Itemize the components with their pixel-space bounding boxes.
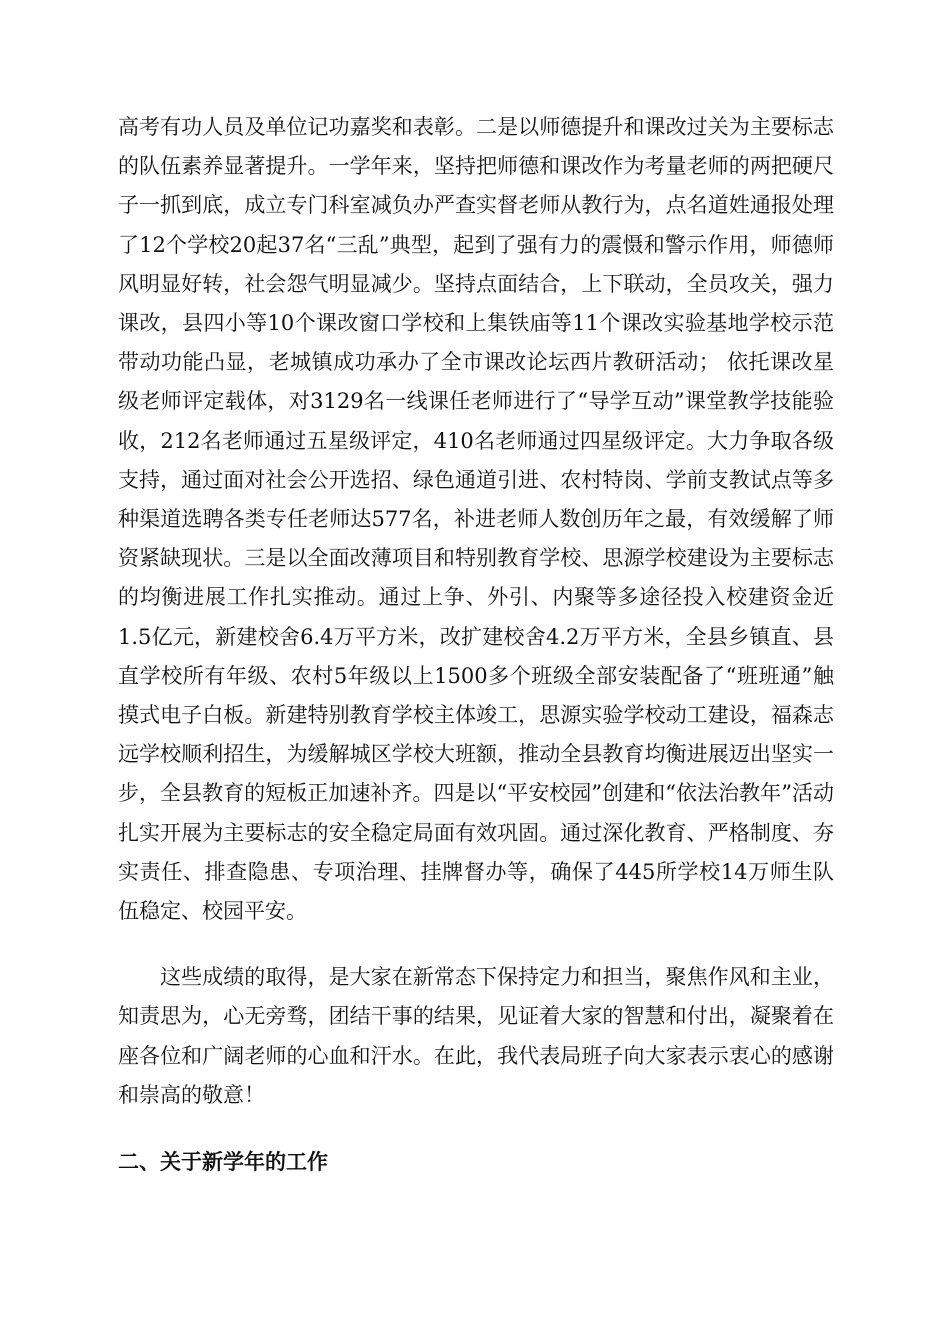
section-heading: 二、关于新学年的工作 (118, 1149, 328, 1175)
body-paragraph-2: 这些成绩的取得，是大家在新常态下保持定力和担当，聚焦作风和主业，知责思为，心无旁骛，团结干事的结果，见证着大家的智慧和付出，凝聚着在座各位和广阔老师的心血和汗水。在此，我代表局班子向大家表示衷心的感谢和崇高的敬意！ (118, 965, 834, 1107)
body-paragraph-1: 高考有功人员及单位记功嘉奖和表彰。二是以师德提升和课改过关为主要标志的队伍素养显著提升。一学年来，坚持把师德和课改作为考量老师的两把硬尺子一抓到底，成立专门科室减负办严查实督老师从教行为，点名道姓通报处理了12个学校20起37名“三乱”典型，起到了强有力的震慑和警示作用，师德师风明显好转，社会怨气明显减少。坚持点面结合，上下联动，全员攻关，强力课改，县四小等10个课改窗口学校和上集铁庙等11个课改实验基地学校示范带动功能凸显，老城镇成功承办了全市课改论坛西片教研活动； 依托课改星级老师评定载体，对3129名一线课任老师进行了“导学互动”课堂教学技能验收，212名老师通过五星级评定，410名老师通过四星级评定。大力争取各级支持，通过面对社会公开选招、绿色通道引进、农村特岗、学前支教试点等多种渠道选聘各类专任老师达577名，补进老师人数创历年之最，有效缓解了师资紧缺现状。三是以全面改薄项目和特别教育学校、思源学校建设为主要标志的均衡进展工作扎实推动。通过上争、外引、内聚等多途径投入校建资金近1.5亿元，新建校舍6.4万平方米，改扩建校舍4.2万平方米，全县乡镇直、县直学校所有年级、农村5年级以上1500多个班级全部安装配备了“班班通”触摸式电子白板。新建特别教育学校主体竣工，思源实验学校动工建设，福森志远学校顺利招生，为缓解城区学校大班额，推动全县教育均衡进展迈出坚实一步，全县教育的短板正加速补齐。四是以“平安校园”创建和“依法治教年”活动扎实开展为主要标志的安全稳定局面有效巩固。通过深化教育、严格制度、夯实责任、排查隐患、专项治理、挂牌督办等，确保了445所学校14万师生队伍稳定、校园平安。 (118, 115, 834, 924)
document-body (118, 108, 834, 1181)
